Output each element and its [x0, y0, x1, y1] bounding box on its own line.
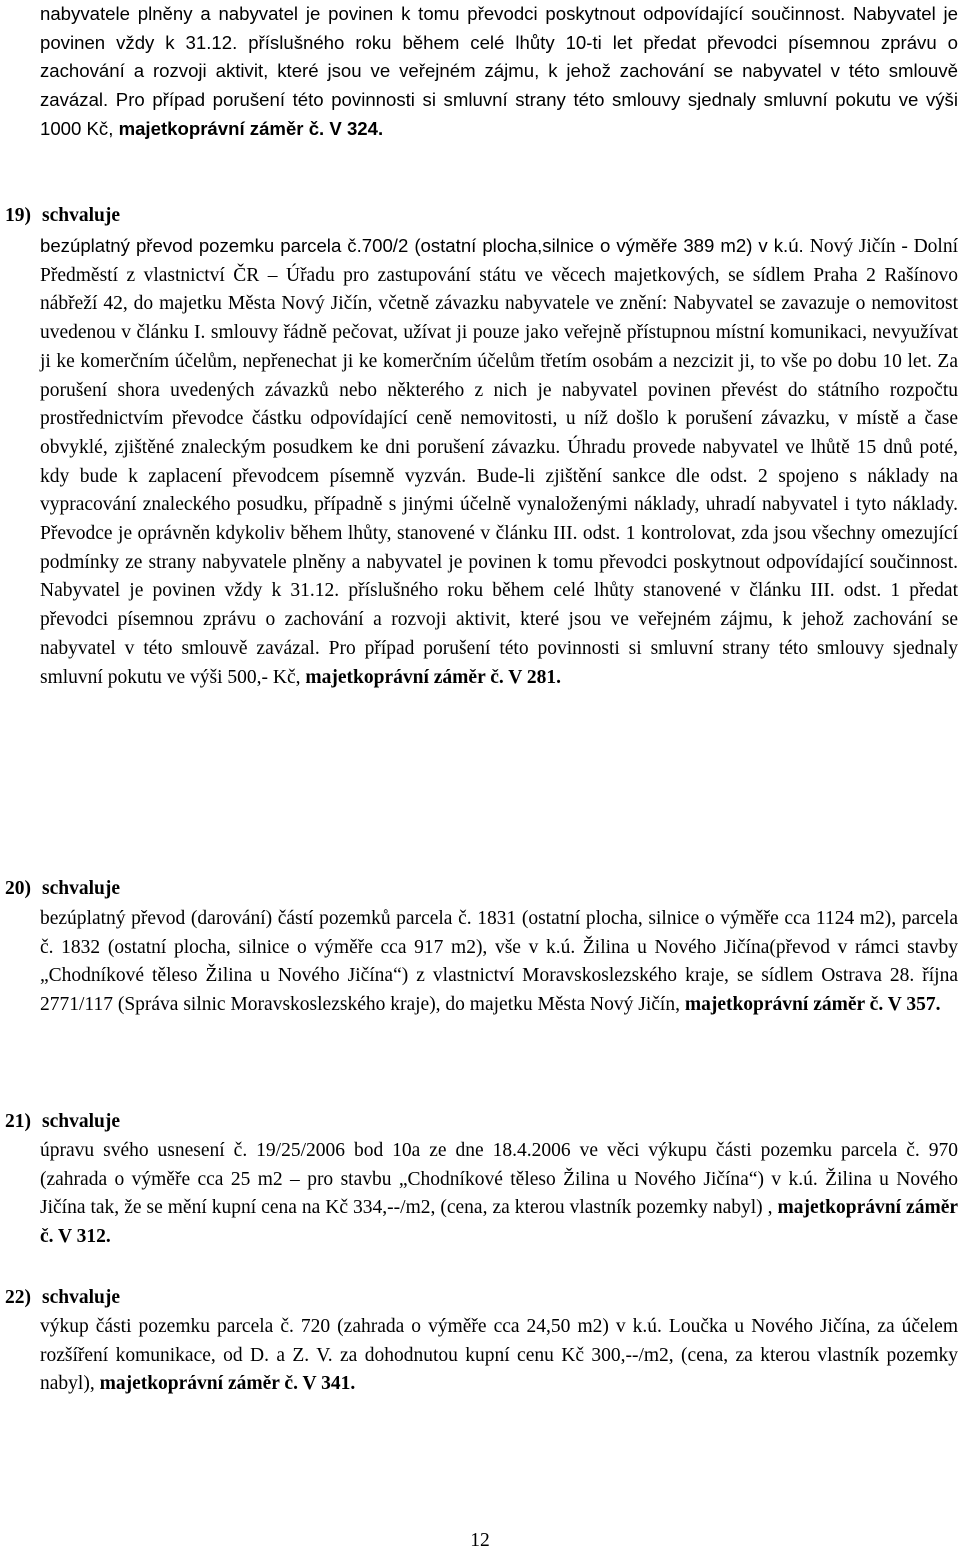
intro-bold-reference: majetkoprávní záměr č. V 324.: [118, 117, 384, 139]
section-21-heading: [5, 1108, 120, 1136]
section-number: 22): [5, 1287, 31, 1308]
section-number: 19): [5, 205, 31, 226]
section-19-text-a: bezúplatný převod pozemku parcela č.700/2 (ostatní plocha,silnice o výměře 389 m2) v k.ú.: [40, 235, 810, 256]
section-20-bold-reference: majetkoprávní záměr č. V 357.: [684, 994, 941, 1016]
intro-paragraph: [40, 0, 958, 144]
page-number: 12: [470, 1530, 490, 1551]
section-22-heading: [5, 1284, 120, 1312]
section-21-text: úpravu svého usnesení č. 19/25/2006 bod 10a ze dne 18.4.2006 ve věci výkupu části pozemku parcela č. 970 (zahrada o výměře cca 25 m2 – pro stavbu „Chodníkové těleso Žilina u Nového Jičína“) v k.ú. Žilina u Nového Jičína tak, že se mění kupní cena na Kč 334,--/m2, (cena, za kterou vlastník pozemky nabyl) ,: [40, 1140, 958, 1219]
intro-text: nabyvatele plněny a nabyvatel je povinen k tomu převodci poskytnout odpovídající součinnost. Nabyvatel je povinen vždy k 31.12. příslušného roku během celé lhůty 10-ti let předat převodci písemnou zprávu o zachování a rozvoji aktivit, které jsou ve veřejném zájmu, k jehož zachování se nabyvatel v této smlouvě zavázal. Pro případ porušení této povinnosti si smluvní strany této smlouvy sjednaly smluvní pokutu ve výši 1000 Kč,: [40, 3, 958, 139]
section-22-bold-reference: majetkoprávní záměr č. V 341.: [99, 1373, 356, 1395]
section-20-text: bezúplatný převod (darování) částí pozemků parcela č. 1831 (ostatní plocha, silnice o výměře cca 1124 m2), parcela č. 1832 (ostatní plocha, silnice o výměře cca 917 m2), vše v k.ú. Žilina u Nového Jičína(převod v rámci stavby „Chodníkové těleso Žilina u Nového Jičína“) z vlastnictví Moravskoslezského kraje, se sídlem Ostrava 28. října 2771/117 (Správa silnic Moravskoslezského kraje), do majetku Města Nový Jičín,: [40, 908, 958, 1016]
section-19-body: [40, 232, 958, 692]
section-22-body: [40, 1313, 958, 1399]
section-19-text-b: Nový Jičín - Dolní Předměstí z vlastnictví ČR – Úřadu pro zastupování státu ve věcech majetkových, se sídlem Praha 2 Rašínovo nábřeží 42, do majetku Města Nový Jičín, včetně závazku nabyvatele ve znění: Nabyvatel se zavazuje o nemovitost uvedenou v článku I. smlouvy řádně pečovat, užívat ji pouze jako veřejně přístupnou místní komunikaci, nevyužívat ji ke komerčním účelům, nepřenechat ji ke komerčním účelům třetím osobám a nezcizit ji, to vše po dobu 10 let. Za porušení shora uvedených závazků nebo některého z nich je nabyvatel povinen převést do státního rozpočtu prostřednictvím převodce částku odpovídající ceně nemovitosti, u níž došlo k porušení závazku, v místě a čase obvyklé, zjištěné znaleckým posudkem ke dni porušení závazku. Úhradu provede nabyvatel ve lhůtě 15 dnů poté, kdy bude k zaplacení převodcem písemně vyzván. Bude-li zjištění sankce dle odst. 2 spojeno s náklady na vypracování znaleckého posudku, případně s jinými účelně vynaloženými náklady, uhradí nabyvatel i tyto náklady. Převodce je oprávněn kdykoliv během lhůty, stanovené v článku III. odst. 1 kontrolovat, zda jsou všechny omezující podmínky ze strany nabyvatele plněny a nabyvatel je povinen k tomu převodci poskytnout odpovídající součinnost. Nabyvatel je povinen vždy k 31.12. příslušného roku během celé lhůty stanovené v článku III. odst. 1 předat převodci písemnou zprávu o zachování a rozvoji aktivit, které jsou ve veřejném zájmu, k jehož zachování se nabyvatel v této smlouvě zavázal. Pro případ porušení této povinnosti si smluvní strany této smlouvy sjednaly smluvní pokutu ve výši 500,- Kč,: [40, 236, 958, 688]
section-heading-label: schvaluje: [42, 1287, 120, 1308]
section-heading-label: schvaluje: [42, 878, 120, 899]
section-20-body: [40, 905, 958, 1020]
section-number: 21): [5, 1111, 31, 1132]
section-22-text: výkup části pozemku parcela č. 720 (zahrada o výměře cca 24,50 m2) v k.ú. Loučka u Nového Jičína, za účelem rozšíření komunikace, od D. a Z. V. za dohodnutou kupní cenu Kč 300,--/m2, (cena, za kterou vlastník pozemky nabyl),: [40, 1316, 958, 1395]
section-heading-label: schvaluje: [42, 1111, 120, 1132]
section-20-heading: [5, 875, 120, 903]
section-heading-label: schvaluje: [42, 205, 120, 226]
section-number: 20): [5, 878, 31, 899]
section-19-bold-reference: majetkoprávní záměr č. V 281.: [305, 666, 562, 688]
section-21-bold-reference: majetkoprávní záměr č. V 312.: [40, 1197, 959, 1248]
section-19-heading: [5, 202, 120, 230]
section-21-body: [40, 1137, 958, 1252]
